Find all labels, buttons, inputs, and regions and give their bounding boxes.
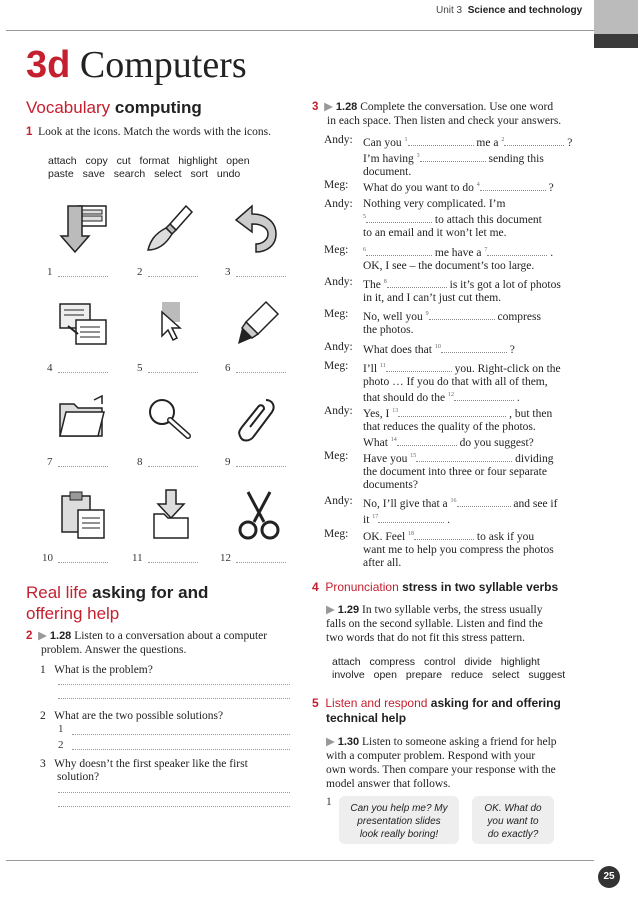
gap-9[interactable]: [429, 309, 495, 320]
speaker-label: Meg:: [324, 179, 349, 191]
answer-line-12[interactable]: [236, 562, 286, 563]
dialogue-line: No, I’ll give that a $^{16}$ and see if it $^{17}$ .: [363, 497, 558, 526]
ex2-answer-line-3b[interactable]: [58, 806, 290, 807]
gap-8[interactable]: [387, 277, 447, 288]
dialogue-line: What do you want to do $^4$ ?: [363, 181, 554, 194]
header-unit: Unit 3 Science and technology: [436, 5, 583, 16]
icon-number-11: 11: [132, 552, 143, 564]
speech-bubble-answer: OK. What do you want to do exactly?: [472, 796, 554, 844]
gap-3[interactable]: [420, 151, 486, 162]
gap-14[interactable]: [397, 435, 457, 446]
speaker-label: Andy:: [324, 276, 353, 288]
dialogue-line: Can you $^1$ me a $^2$ ? I’m having $^3$ sending this document.: [363, 136, 573, 178]
answer-line-5[interactable]: [148, 372, 198, 373]
ex2-answer-line-2b[interactable]: [72, 749, 290, 750]
speaker-label: Andy:: [324, 134, 353, 146]
dialogue-line: OK. Feel $^{18}$ to ask if you want me to help you compress the photos after all.: [363, 530, 554, 569]
answer-line-1[interactable]: [58, 276, 108, 277]
ex1-words-row1: attach copy cut format highlight open: [48, 155, 250, 167]
ex2-question-1: 1 What is the problem?: [40, 664, 153, 676]
gap-18[interactable]: [414, 529, 474, 540]
ex2-sub-1: 1: [58, 723, 64, 735]
dialogue-line: No, well you $^9$ compress the photos.: [363, 310, 541, 336]
speaker-label: Andy:: [324, 405, 353, 417]
gap-15[interactable]: [416, 451, 512, 462]
dialogue-line: Have you $^{15}$ dividing the document into three or four separate documents?: [363, 452, 554, 491]
ex4-heading: 4 Pronunciation stress in two syllable verbs: [312, 580, 559, 594]
ex2-answer-line-3a[interactable]: [58, 792, 290, 793]
answer-line-7[interactable]: [58, 466, 108, 467]
ex2-question-2: 2 What are the two possible solutions?: [40, 710, 224, 722]
speaker-label: Meg:: [324, 528, 349, 540]
select-cursor-icon: [150, 298, 190, 350]
answer-line-4[interactable]: [58, 372, 108, 373]
save-folder-icon: [150, 488, 194, 542]
answer-line-8[interactable]: [148, 466, 198, 467]
header-gray-block: [594, 0, 638, 34]
speaker-label: Andy:: [324, 495, 353, 507]
vocab-heading: Vocabulary computing: [26, 98, 202, 117]
icon-number-12: 12: [220, 552, 231, 564]
gap-17[interactable]: [378, 512, 444, 523]
icon-number-5: 5: [137, 362, 143, 374]
gap-16[interactable]: [457, 496, 511, 507]
speaker-label: Meg:: [324, 450, 349, 462]
dialogue-line: Yes, I $^{13}$ , but then that reduces the quality of the photos. What $^{14}$ do you suggest?: [363, 407, 553, 449]
gap-11[interactable]: [386, 361, 452, 372]
gap-10[interactable]: [441, 342, 507, 353]
ex2-answer-line-1b[interactable]: [58, 698, 290, 699]
ex3-instruction: 3 ▶ 1.28 Complete the conversation. Use one word in each space. Then listen and check your answers.: [312, 101, 562, 127]
ex1-words-row2: paste save search select sort undo: [48, 168, 241, 180]
ex2-answer-line-1a[interactable]: [58, 684, 290, 685]
speaker-label: Meg:: [324, 244, 349, 256]
ex5-instruction: ▶ 1.30 Listen to someone asking a friend for help with a computer problem. Respond with your own words. Then compare your response with the model answer that follows.: [326, 736, 557, 790]
icon-number-2: 2: [137, 266, 143, 278]
page-title: 3d Computers: [26, 44, 247, 86]
ex2-question-3: 3 Why doesn’t the first speaker like the first solution?: [40, 758, 248, 783]
answer-line-11[interactable]: [148, 562, 198, 563]
page-number: 25: [598, 866, 620, 888]
speech-bubble-question: Can you help me? My presentation slides look really boring!: [339, 796, 459, 844]
icon-number-7: 7: [47, 456, 53, 468]
dialogue-line: The $^8$ is it’s got a lot of photos in it, and I can’t just cut them.: [363, 278, 561, 304]
answer-line-9[interactable]: [236, 466, 286, 467]
dialogue-line: $^6$ me have a $^7$ . OK, I see – the document’s too large.: [363, 246, 554, 272]
speaker-label: Andy:: [324, 198, 353, 210]
format-brush-icon: [142, 200, 198, 256]
gap-4[interactable]: [480, 180, 546, 191]
answer-line-10[interactable]: [58, 562, 108, 563]
gap-12[interactable]: [454, 390, 514, 401]
save-icon: [56, 200, 112, 256]
icon-number-9: 9: [225, 456, 231, 468]
gap-2[interactable]: [504, 135, 564, 146]
header-dark-block: [594, 34, 638, 48]
speaker-label: Meg:: [324, 360, 349, 372]
icon-number-6: 6: [225, 362, 231, 374]
footer-rule: [6, 860, 594, 861]
ex2-sub-2: 2: [58, 739, 64, 751]
gap-5[interactable]: [366, 212, 432, 223]
icon-number-3: 3: [225, 266, 231, 278]
ex4-words-row1: attach compress control divide highlight: [332, 656, 540, 668]
gap-6[interactable]: [366, 245, 432, 256]
speaker-label: Andy:: [324, 341, 353, 353]
ex5-item-number: 1: [326, 796, 332, 808]
dialogue-line: What does that $^{10}$ ?: [363, 343, 515, 356]
icon-number-10: 10: [42, 552, 53, 564]
icon-number-1: 1: [47, 266, 53, 278]
ex4-words-row2: involve open prepare reduce select suggest: [332, 669, 566, 681]
paste-clipboard-icon: [58, 490, 110, 542]
answer-line-2[interactable]: [148, 276, 198, 277]
dialogue-line: Nothing very complicated. I’m $^5$ to attach this document to an email and it won’t let me.: [363, 198, 542, 239]
dialogue-line: I’ll $^{11}$ you. Right-click on the photo … If you do that with all of them, that should do the $^{12}$ .: [363, 362, 561, 404]
ex4-instruction: ▶ 1.29 In two syllable verbs, the stress usually falls on the second syllable. Listen and find the two words that do not fit this stress pattern.: [326, 604, 543, 644]
highlighter-icon: [232, 298, 284, 350]
ex2-answer-line-2a[interactable]: [72, 734, 290, 735]
scissors-icon: [234, 488, 284, 542]
ex5-heading: 5 Listen and respond asking for and offering technical help: [312, 696, 561, 725]
open-folder-icon: [56, 394, 108, 442]
header-rule: [6, 30, 594, 31]
icon-number-4: 4: [47, 362, 53, 374]
ex2-instruction: 2 ▶ 1.28 Listen to a conversation about a computer problem. Answer the questions.: [26, 630, 268, 656]
ex1-instruction: 1 Look at the icons. Match the words with the icons.: [26, 126, 271, 138]
reallife-heading: Real life asking for and offering help: [26, 583, 209, 623]
copy-documents-icon: [56, 300, 112, 350]
paperclip-icon: [236, 394, 280, 444]
icon-number-8: 8: [137, 456, 143, 468]
undo-arrow-icon: [228, 202, 284, 254]
answer-line-6[interactable]: [236, 372, 286, 373]
search-magnifier-icon: [144, 394, 196, 442]
speaker-label: Meg:: [324, 308, 349, 320]
gap-7[interactable]: [487, 245, 547, 256]
gap-1[interactable]: [408, 135, 474, 146]
answer-line-3[interactable]: [236, 276, 286, 277]
gap-13[interactable]: [398, 406, 506, 417]
